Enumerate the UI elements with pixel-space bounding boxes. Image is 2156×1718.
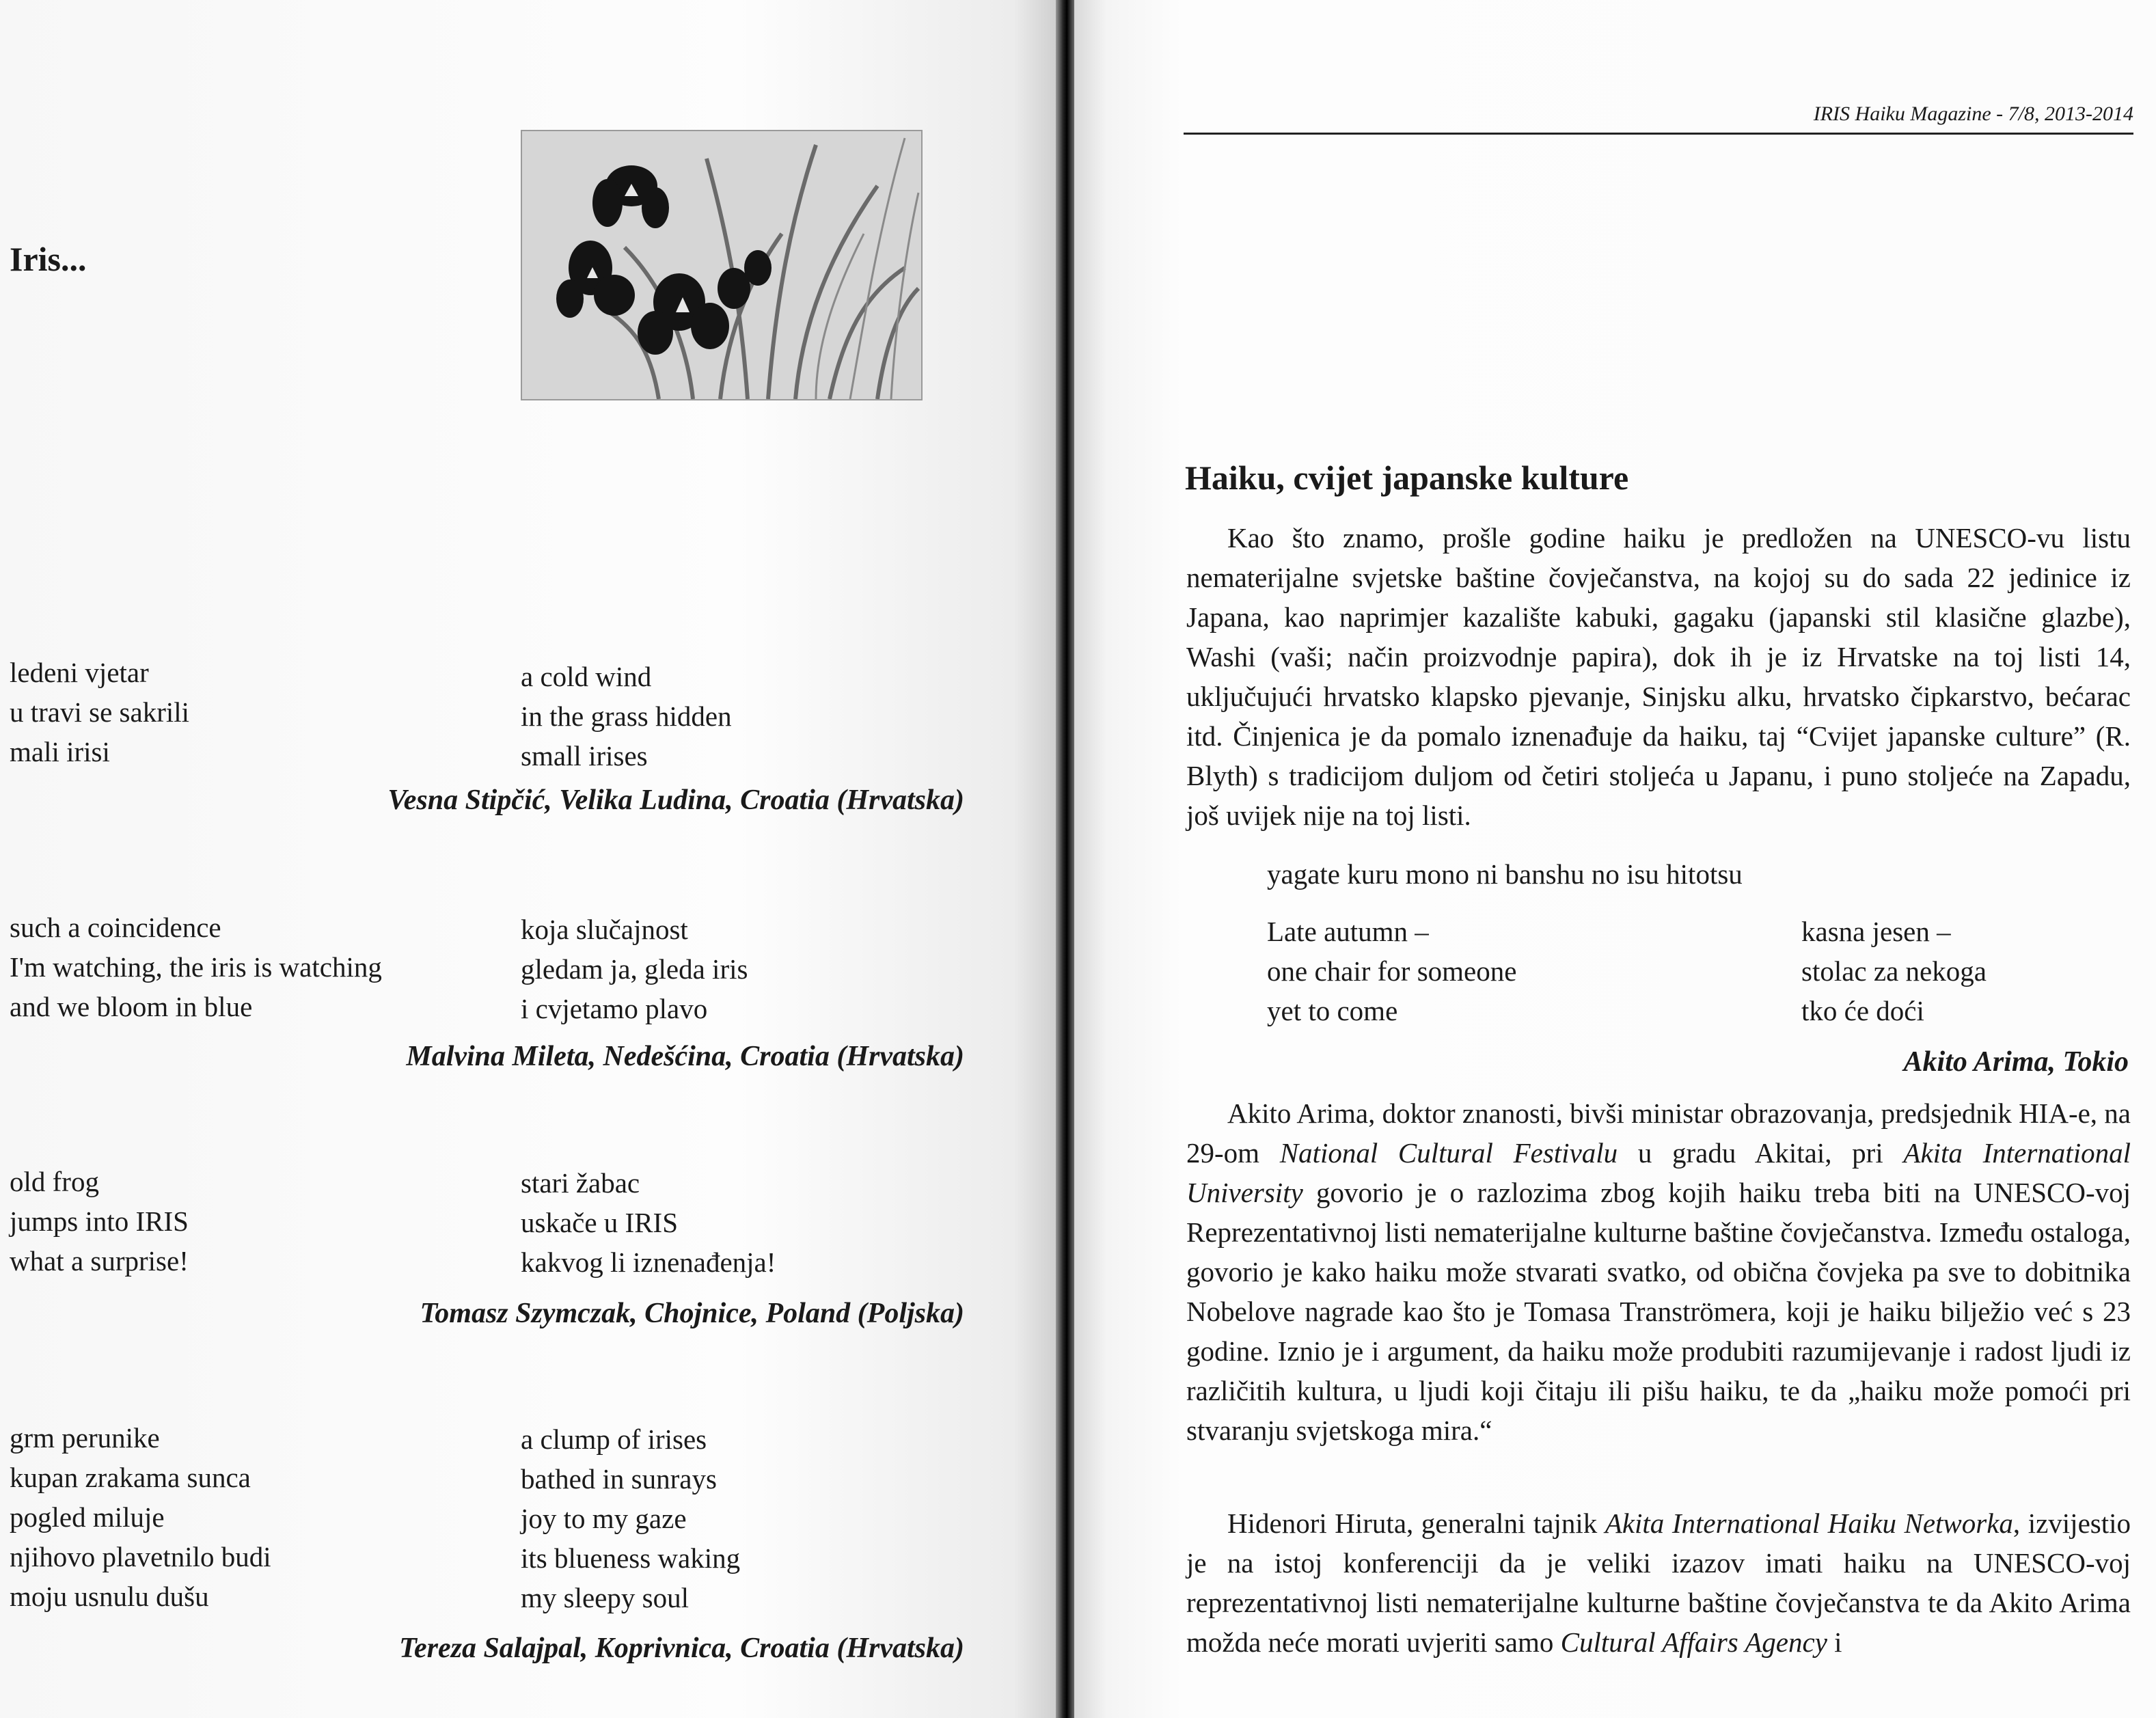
page-gutter (1056, 0, 1074, 1718)
poem-line: grm perunike (10, 1422, 160, 1454)
poem-original (10, 908, 382, 1026)
poem-line: bathed in sunrays (521, 1463, 717, 1495)
haiku-romaji: yagate kuru mono ni banshu no isu hitotsu (1267, 858, 1743, 890)
poem-line: pogled miluje (10, 1501, 165, 1533)
para-italic: Akita International Haiku Networka (1605, 1508, 2013, 1539)
poem-line: i cvjetamo plavo (521, 993, 708, 1024)
poem-line: njihovo plavetnilo budi (10, 1541, 271, 1572)
para-text: govorio je o razlozima zbog kojih haiku treba biti na UNESCO-voj Reprezentativnoj listi nematerijalne kulturne baštine čovječanstva. Između ostaloga, govorio je kako haiku može stvarati svatko, od obična čovjeka pa sve to dobitnika Nobelove nagrade kao što je Tomasa Tranströmera, koji je haiku bilježio već s 23 godine. Iznio je i argument, da haiku može produbiti razumijevanje i radost ljudi iz različitih kultura, u ljudi koji čitaju ili pišu haiku, te da „haiku može pomoći pri stvaranju svjetskoga mira.“ (1186, 1177, 2131, 1446)
para-italic: National Cultural Festivalu (1279, 1137, 1618, 1169)
haiku-author: Akito Arima, Tokio (1903, 1046, 2129, 1078)
poem-original (10, 653, 189, 772)
poem-author: Vesna Stipčić, Velika Ludina, Croatia (Hrvatska) (387, 785, 964, 816)
poem-line: kupan zrakama sunca (10, 1462, 251, 1493)
poem-line: ledeni vjetar (10, 657, 149, 688)
poem-line: moju usnulu dušu (10, 1581, 209, 1612)
haiku-line: Late autumn – (1267, 916, 1429, 947)
poem-line: mali irisi (10, 736, 110, 767)
poem-line: koja slučajnost (521, 914, 688, 945)
para-italic: Cultural Affairs Agency (1560, 1626, 1827, 1658)
haiku-line: yet to come (1267, 995, 1398, 1026)
para-text: i (1827, 1626, 1842, 1658)
left-page (0, 0, 1056, 1718)
para-text: , izvijestio je na istoj konferenciji da je veliki izazov imati haiku na UNESCO-voj reprezentativnoj listi nematerijalne kulturne baštine čovječanstva te da Akito Arima možda neće morati uvjeriti samo (1186, 1508, 2131, 1658)
article-paragraph-3 (1186, 1503, 2131, 1662)
poem-author: Malvina Mileta, Nedešćina, Croatia (Hrvatska) (406, 1041, 964, 1072)
para-italic: Akita International University (1186, 1137, 2131, 1208)
poem-line: joy to my gaze (521, 1503, 687, 1534)
poem-line: old frog (10, 1166, 99, 1197)
haiku-croatian (1801, 912, 1987, 1031)
iris-flowers-illustration (521, 130, 923, 400)
poem-author: Tereza Salajpal, Koprivnica, Croatia (Hrvatska) (399, 1633, 964, 1664)
haiku-line: stolac za nekoga (1801, 955, 1987, 987)
haiku-line: kasna jesen – (1801, 916, 1951, 947)
poem-line: kakvog li iznenađenja! (521, 1246, 776, 1278)
poem-line: I'm watching, the iris is watching (10, 951, 382, 983)
poem-line: such a coincidence (10, 912, 221, 943)
haiku-english (1267, 912, 1516, 1031)
section-title: Iris... (10, 240, 87, 278)
poem-line: u travi se sakrili (10, 696, 190, 728)
poem-line: gledam ja, gleda iris (521, 953, 748, 985)
poem-translation (521, 1163, 776, 1282)
para-text: u gradu Akitai, pri (1618, 1137, 1904, 1169)
article-title: Haiku, cvijet japanske kulture (1185, 459, 1629, 497)
poem-line: uskače u IRIS (521, 1207, 679, 1238)
poem-line: stari žabac (521, 1167, 640, 1199)
poem-translation (521, 657, 732, 776)
haiku-line: tko će doći (1801, 995, 1924, 1026)
right-page (1074, 0, 2156, 1718)
article-paragraph-2 (1186, 1093, 2131, 1450)
poem-line: a cold wind (521, 661, 652, 692)
para-text: Hidenori Hiruta, generalni tajnik (1227, 1508, 1605, 1539)
poem-line: my sleepy soul (521, 1582, 689, 1613)
poem-line: jumps into IRIS (10, 1205, 189, 1237)
running-header: IRIS Haiku Magazine - 7/8, 2013-2014 (1813, 103, 2133, 125)
poem-line: and we bloom in blue (10, 991, 253, 1022)
poem-line: what a surprise! (10, 1245, 189, 1277)
poem-line: small irises (521, 740, 648, 772)
poem-translation (521, 1419, 740, 1618)
poem-line: its blueness waking (521, 1542, 741, 1574)
poem-line: in the grass hidden (521, 700, 732, 732)
para-text: Akito Arima, doktor znanosti, bivši ministar obrazovanja, predsjednik HIA-e, na 29-om (1186, 1097, 2131, 1169)
header-rule (1184, 133, 2133, 135)
poem-translation (521, 910, 748, 1028)
poem-original (10, 1162, 189, 1281)
poem-author: Tomasz Szymczak, Chojnice, Poland (Poljska) (420, 1298, 964, 1329)
article-paragraph-1: Kao što znamo, prošle godine haiku je predložen na UNESCO-vu listu nematerijalne svjetske baštine čovječanstva, na kojoj su do sada 22 jedinice iz Japana, kao naprimjer kazalište kabuki, gagaku (japanski stil klasične glazbe), Washi (vaši; način proizvodnje papira), dok ih je iz Hrvatske na toj listi 14, uključujući hrvatsko klapsko pjevanje, Sinjsku alku, hrvatsko čipkarstvo, bećarac itd. Činjenica je da pomalo iznenađuje da haiku, taj “Cvijet japanske culture” (R. Blyth) s tradicijom duljom od četiri stoljeća u Japanu, i puno stoljeće na Zapadu, još uvijek nije na toj listi. (1186, 522, 2131, 831)
haiku-line: one chair for someone (1267, 955, 1517, 987)
poem-line: a clump of irises (521, 1423, 707, 1455)
poem-original (10, 1418, 271, 1616)
